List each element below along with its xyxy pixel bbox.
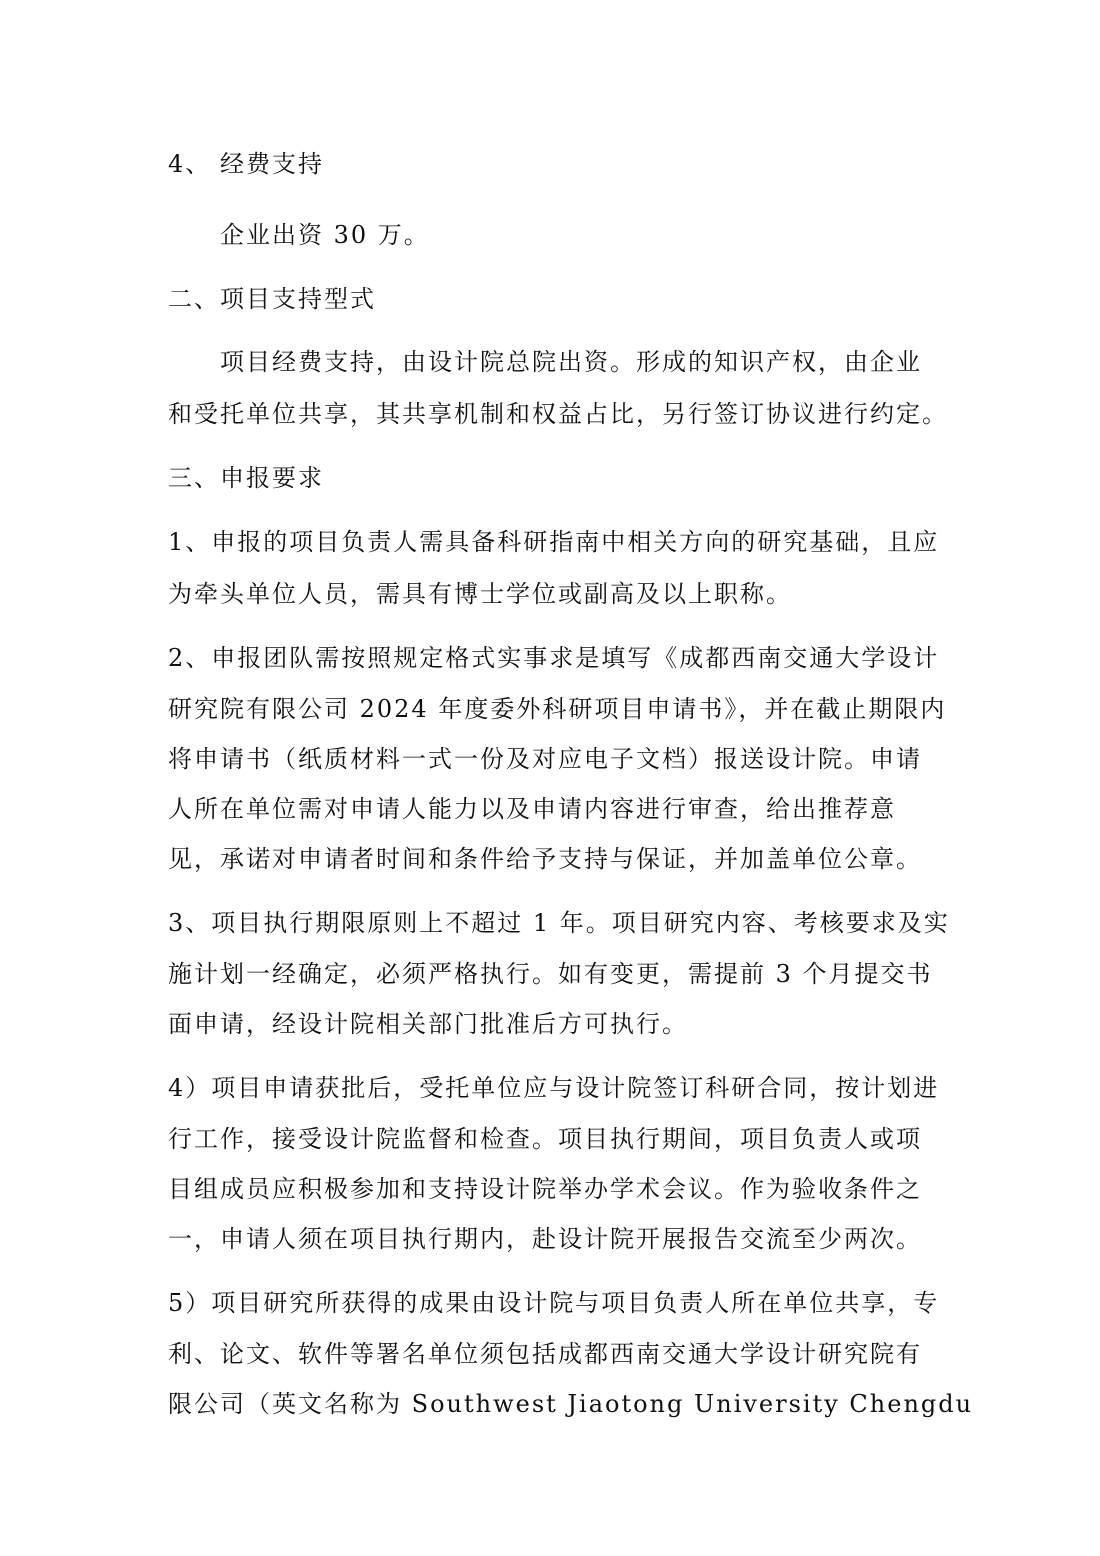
section-4-body: 企业出资 30 万。	[220, 221, 430, 249]
requirement-line: 见，承诺对申请者时间和条件给予支持与保证，并加盖单位公章。	[168, 845, 922, 873]
requirement-line: 3、项目执行期限原则上不超过 1 年。项目研究内容、考核要求及实	[168, 909, 950, 937]
requirement-line: 一，申请人须在项目执行期内，赴设计院开展报告交流至少两次。	[168, 1225, 922, 1253]
section-two-line: 和受托单位共享，其共享机制和权益占比，另行签订协议进行约定。	[168, 400, 948, 428]
requirement-line: 利、论文、软件等署名单位须包括成都西南交通大学设计研究院有	[168, 1340, 922, 1368]
requirement-line: 施计划一经确定，必须严格执行。如有变更，需提前 3 个月提交书	[168, 960, 933, 988]
requirement-line: 目组成员应积极参加和支持设计院举办学术会议。作为验收条件之	[168, 1175, 922, 1203]
requirement-line: 面申请，经设计院相关部门批准后方可执行。	[168, 1010, 688, 1038]
requirement-line: 2、申报团队需按照规定格式实事求是填写《成都西南交通大学设计	[168, 644, 940, 672]
section-two-title: 二、项目支持型式	[168, 285, 376, 313]
section-two-line: 项目经费支持，由设计院总院出资。形成的知识产权，由企业	[220, 348, 922, 376]
section-three-title: 三、申报要求	[168, 464, 324, 492]
requirement-line: 限公司（英文名称为 Southwest Jiaotong University Chengdu	[168, 1390, 974, 1418]
requirement-line: 人所在单位需对申请人能力以及申请内容进行审查，给出推荐意	[168, 795, 896, 823]
section-4-title: 经费支持	[220, 150, 324, 178]
requirement-line: 1、申报的项目负责人需具备科研指南中相关方向的研究基础，且应	[168, 528, 940, 556]
requirement-line: 行工作，接受设计院监督和检查。项目执行期间，项目负责人或项	[168, 1125, 922, 1153]
requirement-line: 为牵头单位人员，需具有博士学位或副高及以上职称。	[168, 580, 792, 608]
section-4-number: 4、	[168, 150, 212, 178]
requirement-line: 4）项目申请获批后，受托单位应与设计院签订科研合同，按计划进	[168, 1074, 940, 1102]
requirement-line: 5）项目研究所获得的成果由设计院与项目负责人所在单位共享，专	[168, 1289, 940, 1317]
requirement-line: 研究院有限公司 2024 年度委外科研项目申请书》，并在截止期限内	[168, 695, 947, 723]
requirement-line: 将申请书（纸质材料一式一份及对应电子文档）报送设计院。申请	[168, 745, 922, 773]
